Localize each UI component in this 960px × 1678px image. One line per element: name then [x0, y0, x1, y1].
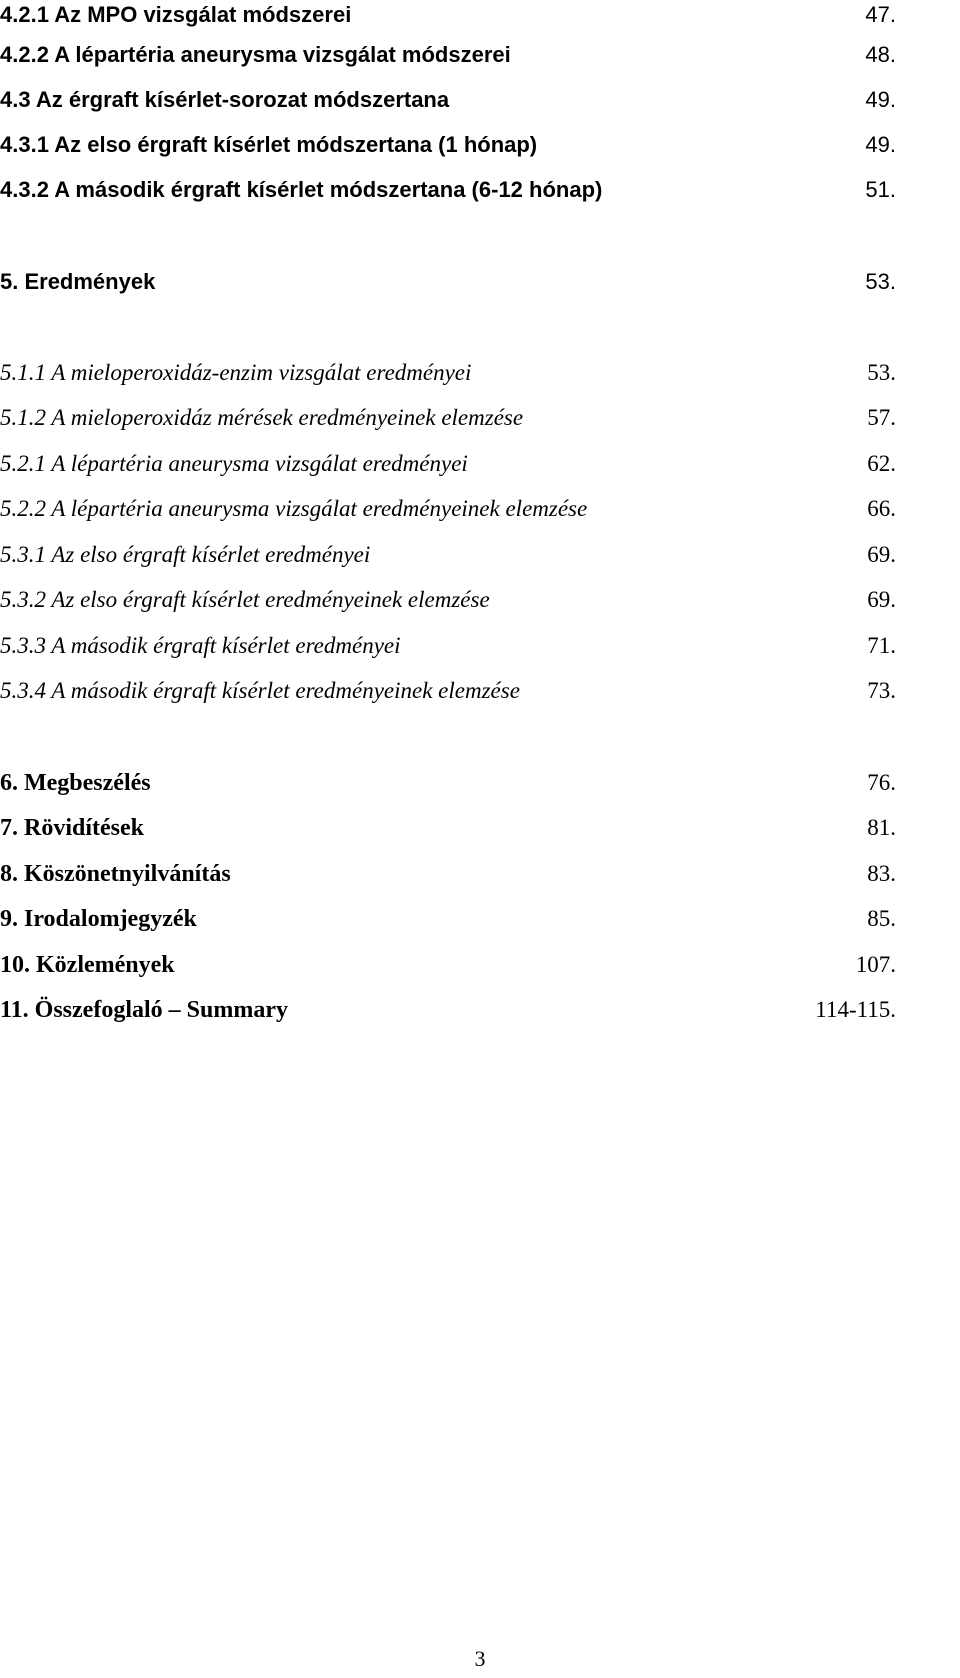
toc-entry-11 [0, 995, 960, 1025]
toc-entry-title: 11. Összefoglaló – Summary [0, 997, 288, 1023]
toc-entry-page: 66. [867, 496, 896, 521]
toc-entry-title: 5. Eredmények [0, 269, 156, 294]
toc-entry-page: 76. [867, 770, 896, 795]
toc-entry-title: 10. Közlemények [0, 952, 175, 978]
toc-entry-7 [0, 813, 960, 843]
toc-entry-5-2-1 [0, 449, 960, 479]
toc-entry-title: 5.3.3 A második érgraft kísérlet eredményei [0, 633, 401, 658]
toc-entry-5-3-1 [0, 540, 960, 570]
toc-entry-title: 4.3 Az érgraft kísérlet-sorozat módszertana [0, 87, 450, 112]
toc-entry-page: 71. [867, 633, 896, 658]
toc-entry-page: 85. [867, 906, 896, 931]
page-number: 3 [474, 1646, 486, 1671]
toc-entry-5-3-3 [0, 631, 960, 661]
toc-entry-page: 114-115. [815, 997, 896, 1022]
toc-entry-title: 5.3.2 Az elso érgraft kísérlet eredményeinek elemzése [0, 587, 490, 612]
toc-entry-8 [0, 859, 960, 889]
toc-entry-5-1-2 [0, 403, 960, 433]
toc-entry-4-2-1 [0, 0, 960, 30]
toc-entry-page: 53. [867, 360, 896, 385]
toc-entry-page: 47. [865, 2, 896, 27]
toc-entry-4-3-1 [0, 130, 960, 160]
toc-entry-title: 5.3.4 A második érgraft kísérlet eredményeinek elemzése [0, 678, 520, 703]
toc-entry-9 [0, 904, 960, 934]
toc-entry-page: 69. [867, 542, 896, 567]
toc-entry-title: 8. Köszönetnyilvánítás [0, 861, 231, 887]
toc-entry-title: 4.2.1 Az MPO vizsgálat módszerei [0, 2, 352, 27]
toc-entry-4-2-2 [0, 40, 960, 70]
toc-entry-page: 49. [865, 87, 896, 112]
toc-entry-title: 4.3.2 A második érgraft kísérlet módszertana (6-12 hónap) [0, 177, 603, 202]
toc-entry-page: 53. [865, 269, 896, 294]
toc-entry-10 [0, 950, 960, 980]
toc-entry-5-3-4 [0, 676, 960, 706]
toc-entry-page: 69. [867, 587, 896, 612]
toc-entry-6 [0, 768, 960, 798]
toc-entry-page: 57. [867, 405, 896, 430]
toc-entry-title: 5.1.1 A mieloperoxidáz-enzim vizsgálat eredményei [0, 360, 472, 385]
toc-entry-page: 83. [867, 861, 896, 886]
toc-entry-page: 73. [867, 678, 896, 703]
toc-entry-page: 48. [865, 42, 896, 67]
toc-entry-title: 5.3.1 Az elso érgraft kísérlet eredményei [0, 542, 371, 567]
toc-entry-title: 5.2.1 A lépartéria aneurysma vizsgálat eredményei [0, 451, 468, 476]
toc-entry-title: 4.2.2 A lépartéria aneurysma vizsgálat módszerei [0, 42, 511, 67]
toc-entry-page: 81. [867, 815, 896, 840]
toc-entry-4-3-2 [0, 175, 960, 205]
toc-entry-page: 62. [867, 451, 896, 476]
toc-entry-5-3-2 [0, 585, 960, 615]
toc-entry-5 [0, 267, 960, 297]
toc-entry-4-3 [0, 85, 960, 115]
toc-entry-5-2-2 [0, 494, 960, 524]
toc-entry-page: 49. [865, 132, 896, 157]
toc-entry-title: 7. Rövidítések [0, 815, 144, 841]
toc-entry-title: 5.2.2 A lépartéria aneurysma vizsgálat eredményeinek elemzése [0, 496, 588, 521]
toc-entry-5-1-1 [0, 358, 960, 388]
toc-entry-page: 107. [855, 952, 896, 977]
toc-entry-title: 6. Megbeszélés [0, 770, 151, 796]
toc-entry-title: 9. Irodalomjegyzék [0, 906, 197, 932]
toc-entry-title: 5.1.2 A mieloperoxidáz mérések eredményeinek elemzése [0, 405, 524, 430]
toc-entry-title: 4.3.1 Az elso érgraft kísérlet módszertana (1 hónap) [0, 132, 538, 157]
toc-entry-page: 51. [865, 177, 896, 202]
